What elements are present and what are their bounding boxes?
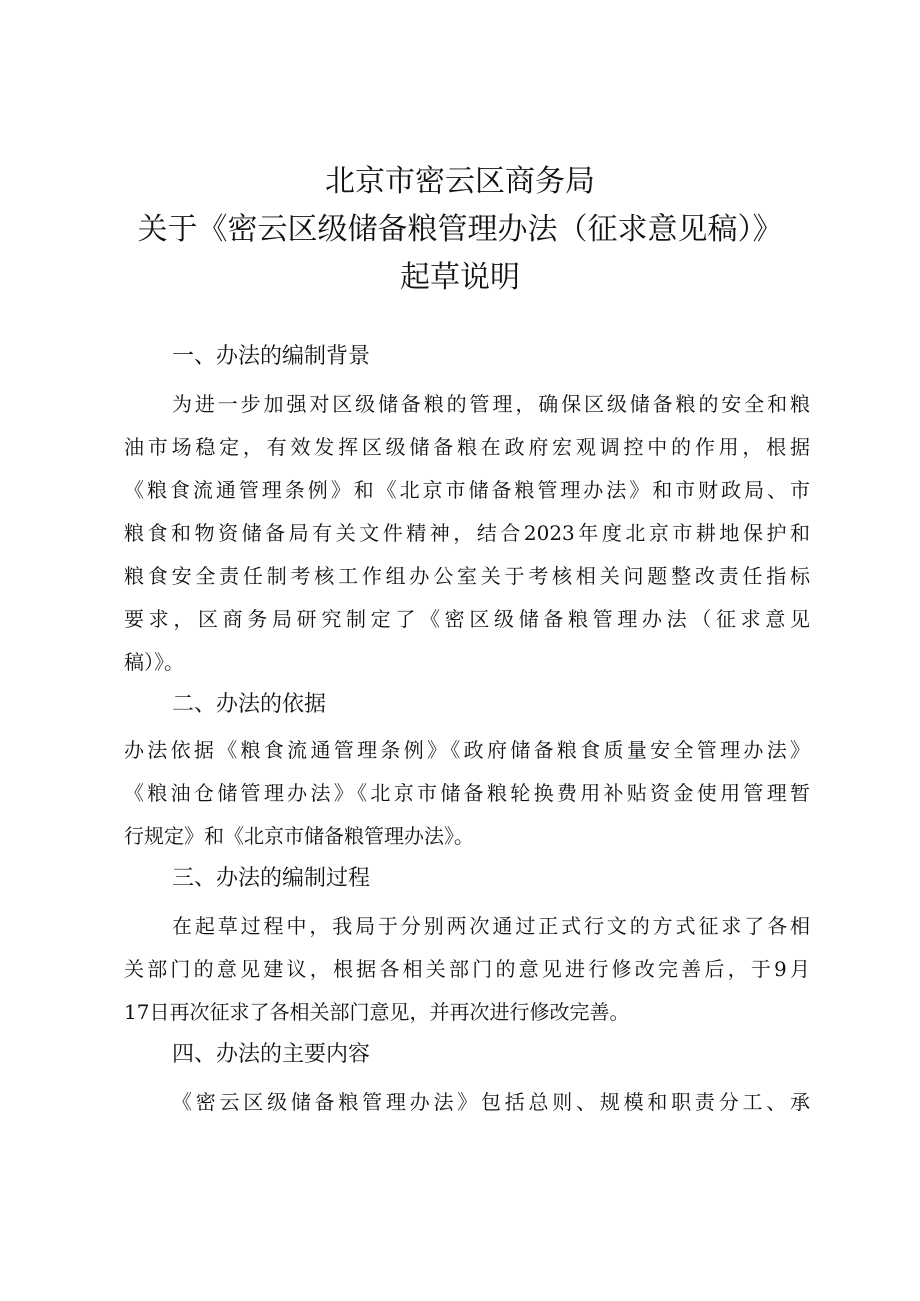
title-line-1: 北京市密云区商务局	[325, 164, 595, 199]
paragraph-line: 粮食安全责任制考核工作组办公室关于考核相关问题整改责任指标	[124, 564, 810, 588]
title-line-2: 关于《密云区级储备粮管理办法（征求意见稿）》	[137, 212, 783, 247]
paragraph-line: 《密云区级储备粮管理办法》包括总则、规模和职责分工、承	[172, 1090, 810, 1114]
paragraph-line: 办法依据《粮食流通管理条例》《政府储备粮食质量安全管理办法》	[124, 738, 810, 762]
paragraph-line: 关部门的意见建议，根据各相关部门的意见进行修改完善后，于9月	[124, 957, 810, 981]
section-heading: 四、办法的主要内容	[172, 1042, 371, 1067]
paragraph-line: 要求，区商务局研究制定了《密区级储备粮管理办法（征求意见	[124, 607, 810, 631]
paragraph-line: 17日再次征求了各相关部门意见，并再次进行修改完善。	[124, 1000, 630, 1024]
title-line-3: 起草说明	[400, 260, 520, 295]
paragraph-line: 《粮食流通管理条例》和《北京市储备粮管理办法》和市财政局、市	[124, 478, 810, 502]
paragraph-line: 粮食和物资储备局有关文件精神，结合2023年度北京市耕地保护和	[124, 521, 810, 545]
paragraph-line: 为进一步加强对区级储备粮的管理，确保区级储备粮的安全和粮	[172, 392, 810, 416]
paragraph-line: 油市场稳定，有效发挥区级储备粮在政府宏观调控中的作用，根据	[124, 435, 810, 459]
paragraph-line: 在起草过程中，我局于分别两次通过正式行文的方式征求了各相	[172, 914, 810, 938]
section-heading: 二、办法的依据	[172, 692, 327, 717]
paragraph-line: 《粮油仓储管理办法》《北京市储备粮轮换费用补贴资金使用管理暂	[124, 781, 810, 805]
paragraph-line: 稿）》。	[124, 650, 184, 674]
section-heading: 三、办法的编制过程	[172, 866, 371, 891]
paragraph-line: 行规定》和《北京市储备粮管理办法》。	[124, 824, 474, 848]
section-heading: 一、办法的编制背景	[172, 344, 371, 369]
